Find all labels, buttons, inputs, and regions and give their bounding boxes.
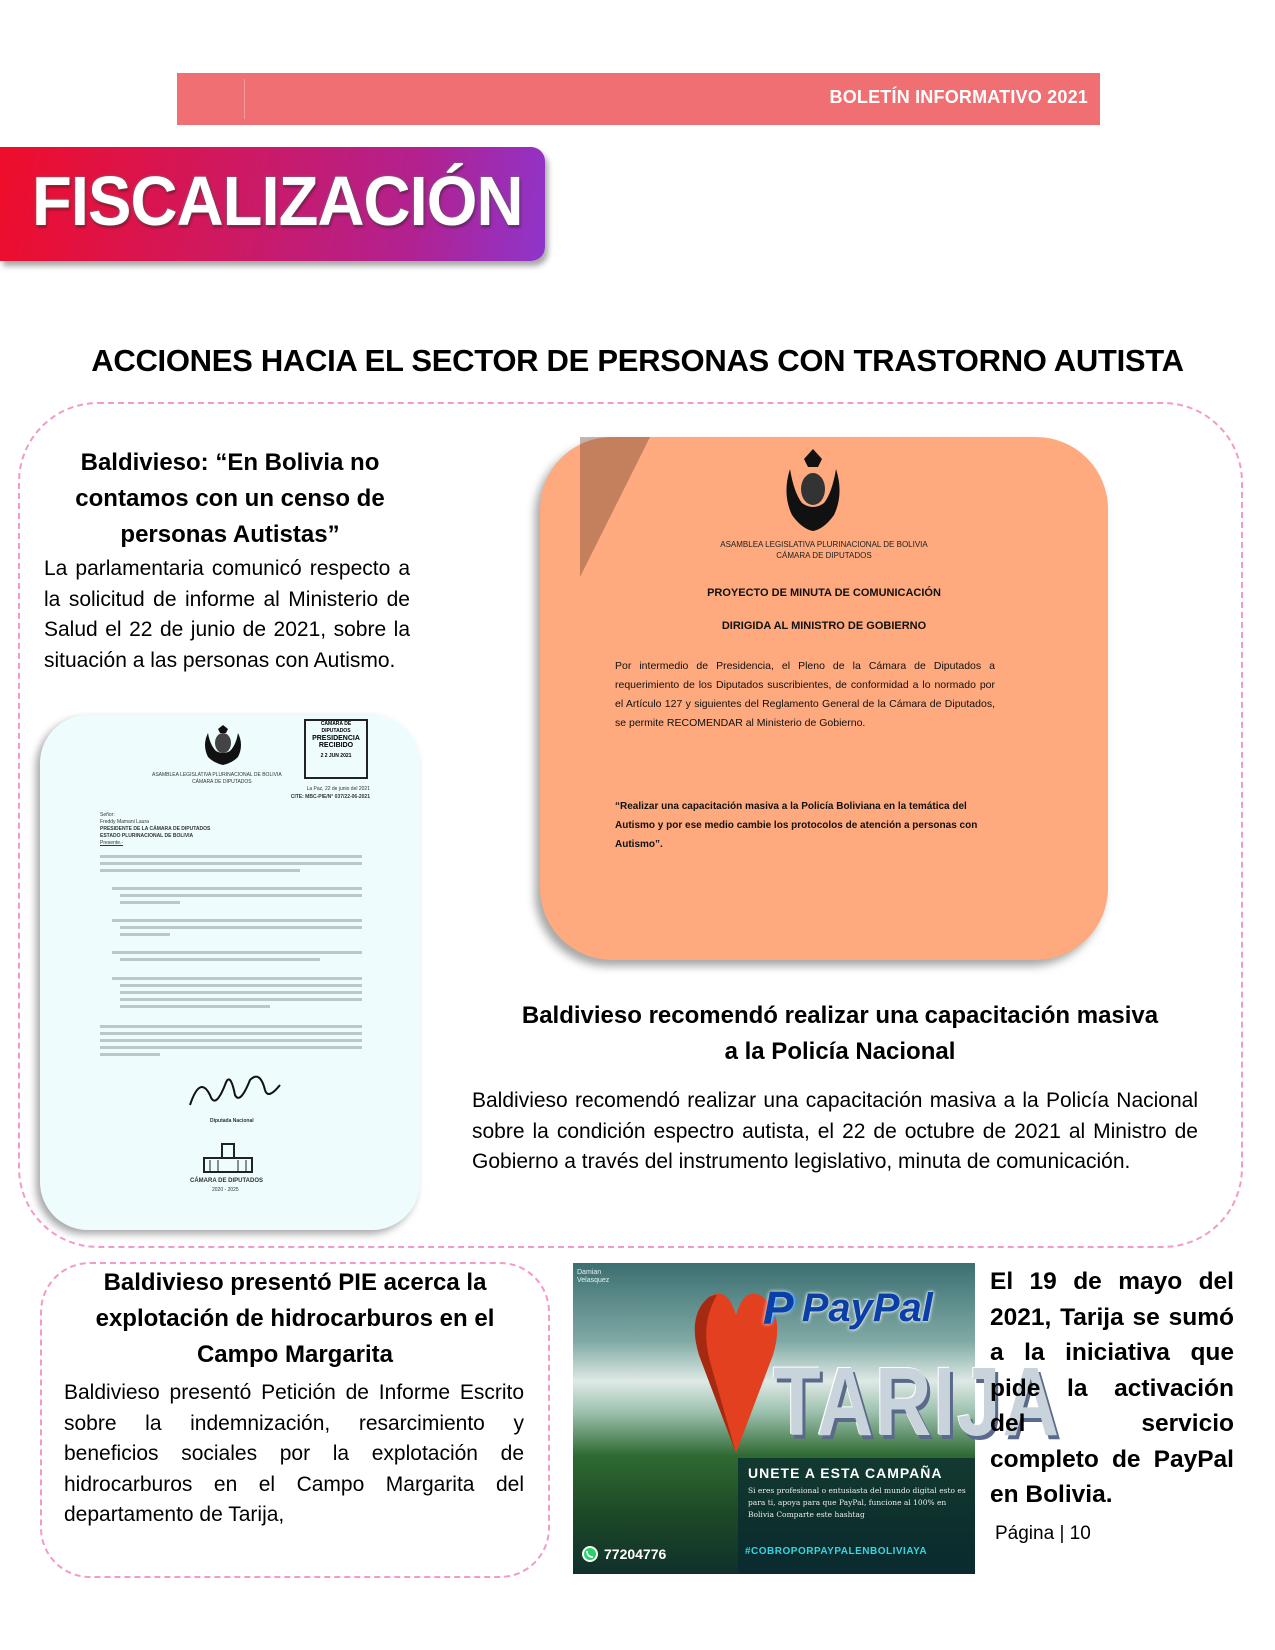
heading-line: Baldivieso recomendó realizar una capacitación masiva — [521, 1002, 1159, 1029]
bolivia-coat-of-arms-icon — [780, 449, 846, 535]
letter-presente: Presente.- — [100, 840, 124, 846]
health-ministry-letter-image — [40, 715, 420, 1230]
letter-salutation: Señor: — [100, 812, 115, 818]
page-title: ACCIONES HACIA EL SECTOR DE PERSONAS CON TRASTORNO AUTISTA — [91, 343, 1184, 378]
received-stamp — [304, 719, 368, 779]
letter-addressee-title: PRESIDENTE DE LA CÁMARA DE DIPUTADOS — [100, 826, 211, 832]
minuta-quote: “Realizar una capacitación masiva a la Policía Boliviana en la temática del Autismo y por ese medio cambie los protocolos de atención a personas con Autismo”. — [615, 801, 978, 850]
congress-building-icon — [200, 1140, 256, 1174]
heading-line: a la Policía Nacional — [724, 1038, 956, 1065]
paypal-side-note: El 19 de mayo del 2021, Tarija se sumó a la iniciativa que pide la activación del servicio completo de PayPal en Bolivia. — [990, 1268, 1234, 1508]
bolivia-coat-of-arms-icon — [200, 725, 246, 767]
heading-line: personas Autistas” — [120, 521, 340, 548]
minuta-subtitle: DIRIGIDA AL MINISTRO DE GOBIERNO — [721, 620, 927, 632]
minuta-title: PROYECTO DE MINUTA DE COMUNICACIÓN — [707, 587, 941, 599]
article1-paragraph: La parlamentaria comunicó respecto a la solicitud de informe al Ministerio de Salud el 22 de junio de 2021, sobre la situación a las personas con Autismo. — [44, 557, 410, 672]
footer-org: CÁMARA DE DIPUTADOS — [190, 1178, 263, 1184]
article3-paragraph: Baldivieso presentó Petición de Informe Escrito sobre la indemnización, resarcimiento y beneficios sociales por la explotación de hidrocarburos en el Campo Margarita del departamento de Tarija, — [64, 1381, 524, 1526]
campaign-hashtag: #COBROPORPAYPALENBOLIVIAYA — [745, 1546, 928, 1557]
heading-line: Baldivieso: “En Bolivia no — [80, 449, 380, 476]
photo-credit: Damian Velasquez — [577, 1269, 610, 1284]
article2-paragraph: Baldivieso recomendó realizar una capacitación masiva a la Policía Nacional sobre la condición espectro autista, el 22 de octubre de 2021 al Ministro de Gobierno a través del instrumento legislativo, minuta de comunicación. — [472, 1089, 1198, 1173]
letter-addressee: Freddy Mamani Laura — [100, 819, 149, 825]
campaign-text: Si eres profesional o entusiasta del mundo digital esto es para ti, apoya para que PayPal, funcione al 100% en Bolivia Comparte este hashtag — [748, 1486, 966, 1519]
article1-heading — [40, 445, 420, 553]
heading-line: Baldivieso presentó PIE acerca la — [103, 1269, 487, 1296]
letter-cite: CITE: MBC-PIE/N° 037/22-06-2021 — [290, 794, 370, 800]
heading-line: Campo Margarita — [196, 1341, 394, 1368]
footer-years: 2020 - 2025 — [212, 1187, 239, 1193]
whatsapp-icon — [581, 1545, 599, 1563]
paypal-logo — [763, 1281, 933, 1335]
article3-heading — [60, 1265, 530, 1373]
paypal-wordmark: PayPal — [801, 1285, 933, 1330]
heading-line: contamos con un censo de — [75, 485, 385, 512]
letter-date: La Paz, 22 de junio del 2021 — [306, 786, 370, 792]
header-divider — [244, 79, 245, 119]
whatsapp-number: 77204776 — [604, 1546, 667, 1562]
letter-institution: ASAMBLEA LEGISLATIVA PLURINACIONAL DE BOLIVIA — [152, 772, 282, 778]
minuta-document-image — [540, 437, 1108, 960]
stamp-date: 2 2 JUN 2021 — [320, 753, 352, 759]
bulletin-title: BOLETÍN INFORMATIVO 2021 — [829, 87, 1088, 107]
page-number: Página | 10 — [995, 1523, 1091, 1544]
heading-line: explotación de hidrocarburos en el — [95, 1305, 495, 1332]
paypal-p-icon: P — [763, 1282, 794, 1334]
section-badge — [0, 147, 545, 261]
minuta-chamber: CÁMARA DE DIPUTADOS — [776, 551, 872, 560]
minuta-body: Por intermedio de Presidencia, el Pleno de la Cámara de Diputados a requerimiento de los Diputados suscribientes, de conformidad a lo normado por el Artículo 127 y siguientes del Reglamento General de la Cámara de Diputados, se permite RECOMENDAR al Ministerio de Gobierno. — [615, 660, 995, 729]
stamp-title: CÁMARA DE DIPUTADOS — [320, 721, 352, 734]
tarija-letters: TARIJA — [773, 1346, 1061, 1457]
section-title: FISCALIZACIÓN — [32, 162, 523, 240]
letter-addressee-org: ESTADO PLURINACIONAL DE BOLIVIA — [100, 833, 194, 839]
campaign-title: UNETE A ESTA CAMPAÑA — [748, 1465, 943, 1481]
header-bar — [177, 73, 1100, 125]
signature-icon — [180, 1065, 290, 1115]
letter-chamber: CÁMARA DE DIPUTADOS — [192, 779, 252, 785]
minuta-institution: ASAMBLEA LEGISLATIVA PLURINACIONAL DE BOLIVIA — [720, 540, 928, 549]
signer-title: Diputada Nacional — [210, 1118, 254, 1124]
stamp-office: PRESIDENCIA — [312, 735, 360, 742]
article2-heading — [470, 998, 1210, 1070]
whatsapp-contact — [581, 1545, 666, 1563]
stamp-status: RECIBIDO — [318, 742, 354, 749]
